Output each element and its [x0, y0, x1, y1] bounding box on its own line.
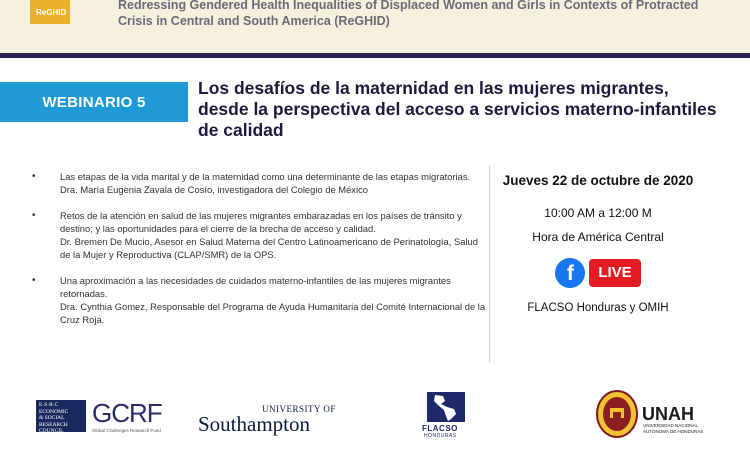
esrc-line: E·S·R·C [39, 402, 59, 408]
flacso-map-icon [427, 392, 465, 422]
flacso-subtitle: HONDURAS [424, 433, 457, 439]
flacso-name: FLACSO [422, 424, 458, 433]
topic-speaker: Dra. María Eugenia Zavala de Cosío, investigadora del Colegio de México [60, 184, 368, 195]
project-title: Redressing Gendered Health Inequalities of Displaced Women and Girls in Contexts of Protracted Crisis in Central and South America (ReGHID) [118, 0, 699, 28]
event-organizers: FLACSO Honduras y OMIH [527, 302, 669, 314]
facebook-live-badge [492, 258, 704, 288]
esrc-logo [36, 400, 86, 432]
event-date: Jueves 22 de octubre de 2020 [502, 173, 694, 188]
header-band [0, 0, 750, 58]
reghid-logo-text: ReGHID [36, 8, 67, 17]
unah-subtitle: UNIVERSIDAD NACIONAL AUTÓNOMA DE HONDURAS [643, 423, 704, 434]
partner-logos [0, 390, 750, 450]
column-divider [489, 165, 490, 363]
esrc-line: RESEARCH [39, 421, 68, 428]
esrc-line: COUNCIL [39, 428, 64, 434]
topic-text: • Las etapas de la vida marital y de la maternidad como una determinante de las etapas migratorias. [60, 171, 471, 182]
event-timezone: Hora de América Central [532, 230, 664, 244]
southampton-logo: Southampton [198, 412, 311, 436]
facebook-icon: f [555, 258, 585, 288]
southampton-univ-label: UNIVERSITY OF [262, 404, 336, 414]
unah-name: UNAH [642, 404, 694, 424]
topic-speaker: Dr. Bremen De Mucio, Asesor en Salud Materna del Centro Latinoamericano de Perinatología, Salud de la Mujer y Reproductiva (CLAP/SMR) de la OPS. [60, 236, 478, 260]
live-label: LIVE [589, 259, 640, 287]
topic-item [32, 274, 487, 326]
gcrf-subtitle: Global Challenges Research Fund [92, 428, 161, 433]
event-details [492, 172, 704, 314]
topic-text: • Una aproximación a las necesidades de cuidados materno-infantiles de las mujeres migrantes retornadas. [60, 275, 451, 299]
topic-speaker: Dra. Cynthia Gomez, Responsable del Programa de Ayuda Humanitaria del Comité Internacional de la Cruz Roja. [60, 301, 486, 325]
topic-list [32, 170, 487, 339]
topic-text: • Retos de la atención en salud de las mujeres migrantes embarazadas en los países de tránsito y destino; y las oportunidades para el cierre de la brecha de acceso y calidad. [60, 210, 462, 234]
gcrf-logo: GCRF [92, 398, 162, 428]
topic-item [32, 209, 487, 261]
reghid-logo-icon [30, 0, 70, 24]
esrc-line: ECONOMIC [39, 408, 69, 415]
event-time: 10:00 AM a 12:00 M [544, 206, 652, 220]
esrc-line: & SOCIAL [39, 415, 65, 421]
unah-seal-icon [596, 390, 638, 438]
webinar-title: Los desafíos de la maternidad en las mujeres migrantes, desde la perspectiva del acceso a servicios materno-infantiles de calidad [198, 78, 717, 140]
topic-item [32, 170, 487, 196]
webinar-tag: WEBINARIO 5 [0, 82, 188, 122]
